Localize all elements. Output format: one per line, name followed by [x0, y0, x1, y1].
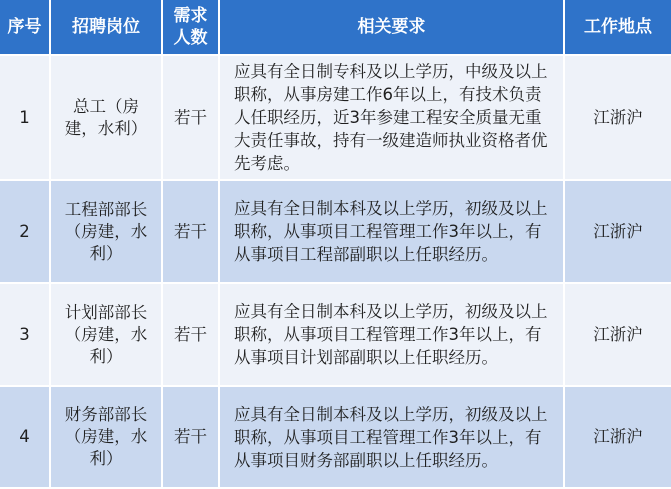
row-2-requirements: 应具有全日制本科及以上学历，初级及以上职称，从事项目工程管理工作3年以上，有从事项目工程部副职以上任职经历。: [220, 181, 565, 284]
row-2-position: 工程部部长（房建，水利）: [51, 181, 163, 284]
row-2-seq: 2: [0, 181, 51, 284]
row-4-requirements: 应具有全日制本科及以上学历，初级及以上职称，从事项目工程管理工作3年以上，有从事项目财务部副职以上任职经历。: [220, 387, 565, 489]
row-3-location: 江浙沪: [565, 284, 671, 387]
header-position: 招聘岗位: [51, 0, 163, 56]
header-count: 需求人数: [163, 0, 220, 56]
row-2-count: 若干: [163, 181, 220, 284]
header-seq: 序号: [0, 0, 51, 56]
row-1-position: 总工（房建，水利）: [51, 56, 163, 181]
row-3-requirements: 应具有全日制本科及以上学历，初级及以上职称，从事项目工程管理工作3年以上，有从事项目计划部副职以上任职经历。: [220, 284, 565, 387]
row-4-seq: 4: [0, 387, 51, 489]
row-1-requirements: 应具有全日制专科及以上学历，中级及以上职称，从事房建工作6年以上，有技术负责人任职经历，近3年参建工程安全质量无重大责任事故，持有一级建造师执业资格者优先考虑。: [220, 56, 565, 181]
header-requirements: 相关要求: [220, 0, 565, 56]
row-3-count: 若干: [163, 284, 220, 387]
row-4-position: 财务部部长（房建，水利）: [51, 387, 163, 489]
row-1-seq: 1: [0, 56, 51, 181]
row-1-location: 江浙沪: [565, 56, 671, 181]
row-3-seq: 3: [0, 284, 51, 387]
row-2-location: 江浙沪: [565, 181, 671, 284]
header-location: 工作地点: [565, 0, 671, 56]
row-4-location: 江浙沪: [565, 387, 671, 489]
row-4-count: 若干: [163, 387, 220, 489]
row-1-count: 若干: [163, 56, 220, 181]
row-3-position: 计划部部长（房建，水利）: [51, 284, 163, 387]
